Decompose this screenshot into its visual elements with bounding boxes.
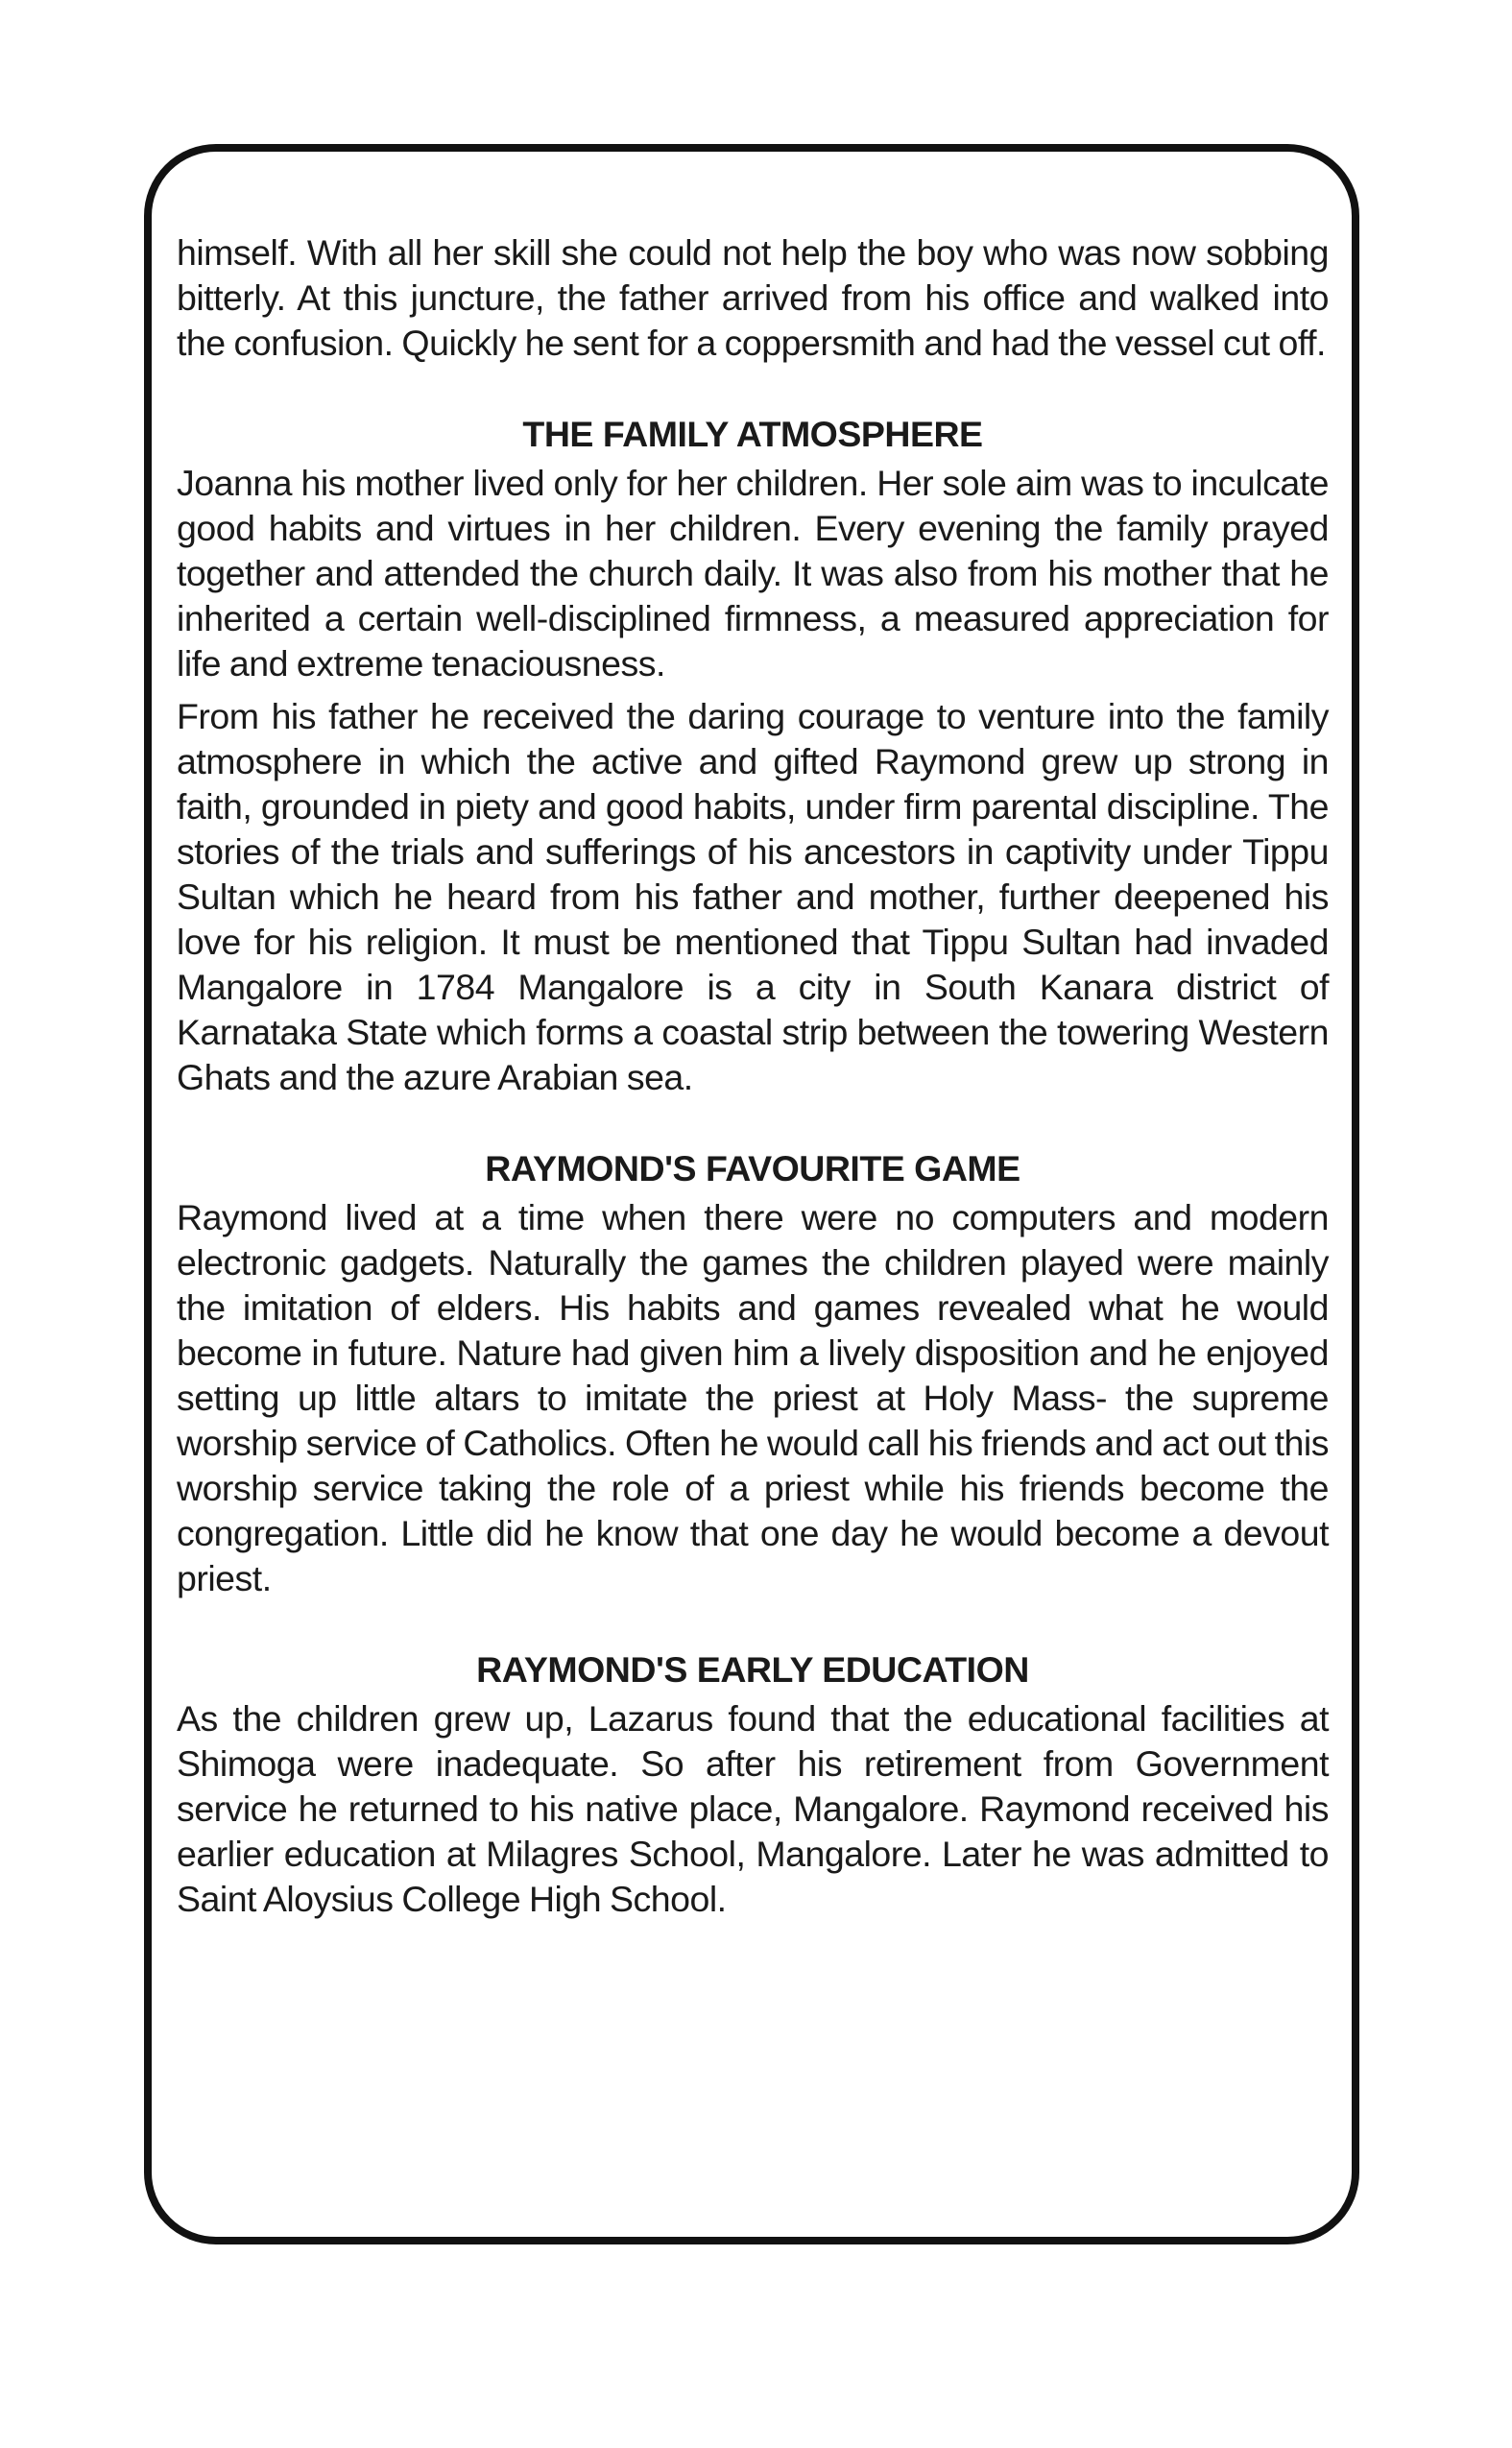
page-frame bbox=[144, 144, 1359, 2244]
body-paragraph: As the children grew up, Lazarus found that the educational facilities at Shimoga were inadequate. So after his retirement from Government service he returned to his native place, Mangalore. Raymond received his earlier education at Milagres School, Mangalore. Later he was admitted to Saint Aloysius College High School. bbox=[177, 1698, 1329, 1919]
section-favourite-game bbox=[177, 1146, 1329, 1601]
section-family-atmosphere bbox=[177, 412, 1329, 1100]
section-heading: RAYMOND'S EARLY EDUCATION bbox=[476, 1649, 1029, 1690]
section-heading: THE FAMILY ATMOSPHERE bbox=[522, 414, 983, 454]
opening-paragraph: himself. With all her skill she could not help the boy who was now sobbing bitterly. At this juncture, the father arrived from his office and walked into the confusion. Quickly he sent for a coppersmith and had the vessel cut off. bbox=[177, 232, 1329, 363]
section-early-education bbox=[177, 1647, 1329, 1922]
section-heading: RAYMOND'S FAVOURITE GAME bbox=[485, 1148, 1020, 1188]
body-paragraph: From his father he received the daring courage to venture into the family atmosphere in which the active and gifted Raymond grew up strong in faith, grounded in piety and good habits, under firm parental discipline. The stories of the trials and sufferings of his ancestors in captivity under Tippu Sultan which he heard from his father and mother, further deepened his love for his religion. It must be mentioned that Tippu Sultan had invaded Mangalore in 1784 Mangalore is a city in South Kanara district of Karnataka State which forms a coastal strip between the towering Western Ghats and the azure Arabian sea. bbox=[177, 696, 1329, 1097]
body-paragraph: Joanna his mother lived only for her children. Her sole aim was to inculcate good habits and virtues in her children. Every evening the family prayed together and attended the church daily. It was also from his mother that he inherited a certain well-disciplined firmness, a measured appreciation for life and extreme tenaciousness. bbox=[177, 463, 1329, 684]
body-paragraph: Raymond lived at a time when there were no computers and modern electronic gadgets. Naturally the games the children played were mainly the imitation of elders. His habits and games revealed what he would become in future. Nature had given him a lively disposition and he enjoyed setting up little altars to imitate the priest at Holy Mass- the supreme worship service of Catholics. Often he would call his friends and act out this worship service taking the role of a priest while his friends become the congregation. Little did he know that one day he would become a devout priest. bbox=[177, 1197, 1329, 1598]
